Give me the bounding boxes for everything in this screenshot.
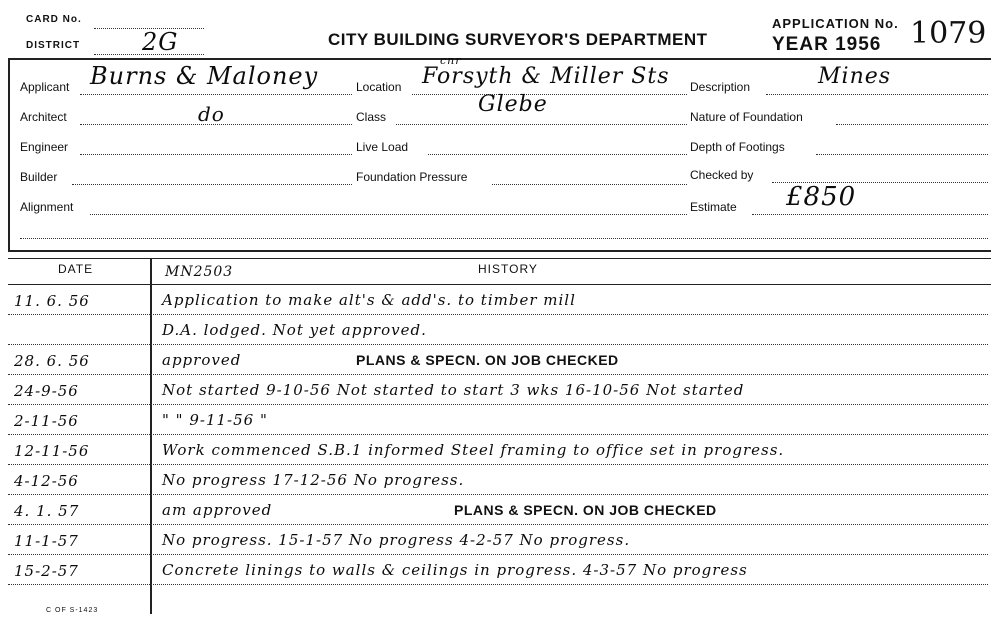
plans-checked-stamp: PLANS & SPECN. ON JOB CHECKED <box>356 352 619 368</box>
history-header-rule <box>8 284 991 285</box>
blank-line <box>20 238 988 239</box>
year-label: YEAR 1956 <box>772 34 882 55</box>
foundation-pressure-label: Foundation Pressure <box>356 170 468 184</box>
middle-rule <box>8 250 991 252</box>
history-date: 2-11-56 <box>14 412 79 430</box>
history-reference: MN2503 <box>165 264 234 280</box>
engineer-label: Engineer <box>20 140 69 154</box>
architect-value: do <box>198 102 225 126</box>
history-entry: No progress 17-12-56 No progress. <box>162 471 465 489</box>
checked-by-label: Checked by <box>690 168 754 182</box>
location-line <box>412 94 687 95</box>
history-row-line <box>8 404 988 405</box>
applicant-value: Burns & Maloney <box>90 62 319 90</box>
form-code: C OF S-1423 <box>46 607 99 614</box>
builder-line <box>72 184 352 185</box>
history-entry: Concrete linings to walls & ceilings in progress. 4-3-57 No progress <box>162 561 748 579</box>
history-date: 11. 6. 56 <box>14 292 90 310</box>
department-title: CITY BUILDING SURVEYOR'S DEPARTMENT <box>328 30 708 49</box>
estimate-label: Estimate <box>690 200 737 214</box>
history-entry: D.A. lodged. Not yet approved. <box>162 321 427 339</box>
class-label: Class <box>356 110 387 124</box>
live-load-label: Live Load <box>356 140 409 154</box>
date-column-divider <box>150 258 152 614</box>
history-date: 4-12-56 <box>14 472 79 490</box>
history-entry: approved <box>162 351 242 369</box>
history-row-line <box>8 464 988 465</box>
description-line <box>766 94 988 95</box>
location-annot: cnr <box>440 54 462 67</box>
location-label: Location <box>356 80 402 94</box>
history-row-line <box>8 344 988 345</box>
builder-label: Builder <box>20 170 58 184</box>
location-value: Forsyth & Miller Sts <box>422 64 670 89</box>
history-entry: Not started 9-10-56 Not started to start 3 wks 16-10-56 Not started <box>162 381 745 399</box>
left-rule <box>8 60 10 250</box>
history-header: HISTORY <box>478 262 538 276</box>
architect-label: Architect <box>20 110 67 124</box>
district-label: DISTRICT <box>26 40 81 51</box>
estimate-value: £850 <box>786 182 857 212</box>
history-entry: Work commenced S.B.1 informed Steel framing to office set in progress. <box>162 441 785 459</box>
description-label: Description <box>690 80 751 94</box>
depth-footings-line <box>816 154 988 155</box>
top-rule <box>8 58 991 60</box>
history-entry: am approved <box>162 501 273 519</box>
card-no-label: CARD No. <box>26 14 82 25</box>
description-value: Mines <box>818 64 892 89</box>
estimate-line <box>752 214 988 215</box>
class-line <box>396 124 687 125</box>
history-date: 4. 1. 57 <box>14 502 80 520</box>
history-date: 24-9-56 <box>14 382 79 400</box>
history-date: 15-2-57 <box>14 562 79 580</box>
nature-foundation-label: Nature of Foundation <box>690 110 803 124</box>
alignment-line <box>90 214 687 215</box>
history-row-line <box>8 434 988 435</box>
history-top-rule <box>8 258 991 259</box>
history-date: 28. 6. 56 <box>14 352 90 370</box>
history-row-line <box>8 494 988 495</box>
history-entry: Application to make alt's & add's. to timber mill <box>162 291 576 309</box>
history-row-line <box>8 524 988 525</box>
engineer-line <box>80 154 352 155</box>
application-number: 1079 <box>910 16 987 51</box>
alignment-label: Alignment <box>20 200 74 214</box>
history-entry: No progress. 15-1-57 No progress 4-2-57 No progress. <box>162 531 631 549</box>
applicant-line <box>80 94 352 95</box>
district-value: 2G <box>142 28 179 56</box>
foundation-pressure-line <box>492 184 687 185</box>
history-row-line <box>8 314 988 315</box>
history-row-line <box>8 584 988 585</box>
history-row-line <box>8 554 988 555</box>
date-header: DATE <box>58 262 94 276</box>
history-date: 12-11-56 <box>14 442 90 460</box>
live-load-line <box>428 154 687 155</box>
class-value: Glebe <box>478 92 548 117</box>
application-no-label: APPLICATION No. <box>772 16 899 31</box>
depth-footings-label: Depth of Footings <box>690 140 785 154</box>
applicant-label: Applicant <box>20 80 70 94</box>
history-date: 11-1-57 <box>14 532 79 550</box>
history-entry: " " 9-11-56 " <box>162 411 268 429</box>
history-row-line <box>8 374 988 375</box>
nature-foundation-line <box>836 124 988 125</box>
plans-checked-stamp: PLANS & SPECN. ON JOB CHECKED <box>454 502 717 518</box>
